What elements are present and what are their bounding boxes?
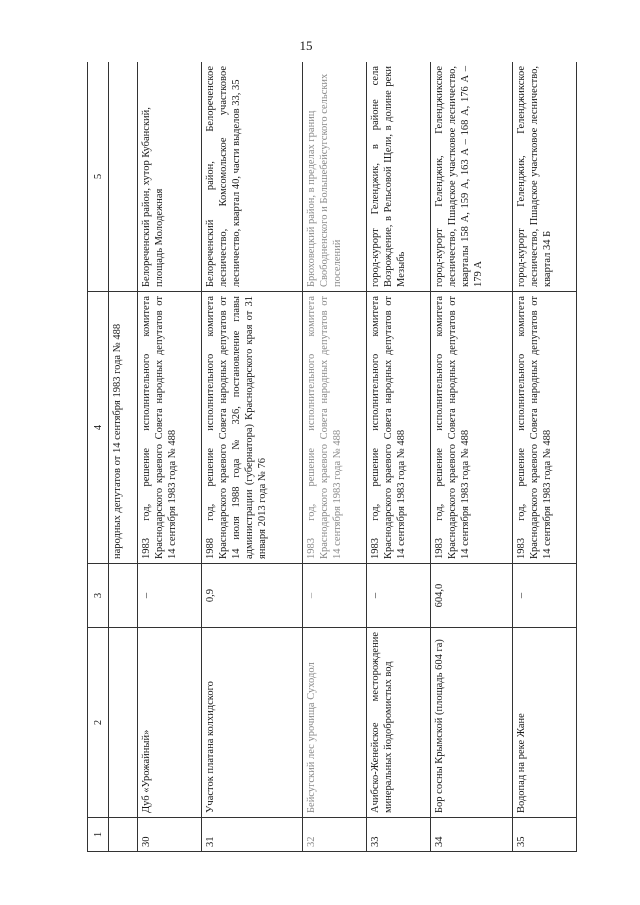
page-number: 15 bbox=[299, 38, 313, 53]
cell-location bbox=[109, 62, 138, 292]
table-rotator bbox=[87, 62, 577, 852]
table-row bbox=[430, 62, 513, 852]
header-cell: 2 bbox=[88, 628, 109, 818]
cell-location: город-курорт Геленджик, Геленджикское лесничество, Пшадское участковое лесничество, кварталы 158 А, 159 А, 163 А – 168 А, 176 А – 179 А bbox=[430, 62, 513, 292]
cell-name: Дуб «Урожайный» bbox=[138, 628, 202, 818]
cell-name: Ачибско-Женейское месторождение минеральных йодобромистых вод bbox=[366, 628, 430, 818]
cell-name: Водопад на реке Жане bbox=[513, 628, 577, 818]
cell-num: 32 bbox=[303, 818, 367, 852]
table-row bbox=[138, 62, 202, 852]
cell-decision: 1988 год, решение исполнительного комитета Краснодарского краевого Совета народных депутатов от 14 июля 1988 года № 326, постановление главы администрации (губернатора) Краснодарского края от 31 января 2013 года № 76 bbox=[201, 292, 302, 564]
header-cell: 4 bbox=[88, 292, 109, 564]
cell-area bbox=[109, 564, 138, 628]
cell-area: 0,9 bbox=[201, 564, 302, 628]
cell-area: – bbox=[138, 564, 202, 628]
cell-num: 35 bbox=[513, 818, 577, 852]
header-cell: 3 bbox=[88, 564, 109, 628]
rotated-table-wrapper bbox=[87, 62, 577, 852]
cell-num: 30 bbox=[138, 818, 202, 852]
cell-num: 34 bbox=[430, 818, 513, 852]
cell-name bbox=[109, 628, 138, 818]
table-row bbox=[201, 62, 302, 852]
cell-decision: 1983 год, решение исполнительного комитета Краснодарского краевого Совета народных депутатов от 14 сентября 1983 года № 488 bbox=[138, 292, 202, 564]
continuation-row bbox=[109, 62, 138, 852]
header-row bbox=[88, 62, 109, 852]
header-cell: 1 bbox=[88, 818, 109, 852]
cell-decision: 1983 год, решение исполнительного комитета Краснодарского краевого Совета народных депутатов от 14 сентября 1983 года № 488 bbox=[303, 292, 367, 564]
cell-area: – bbox=[303, 564, 367, 628]
cell-name: Бейсугский лес урочища Суходол bbox=[303, 628, 367, 818]
table-row bbox=[366, 62, 430, 852]
cell-name: Бор сосны Крымской (площадь 604 га) bbox=[430, 628, 513, 818]
cell-location: город-курорт Геленджик, Геленджикское лесничество, Пшадское участковое лесничество, квартал 34 Б bbox=[513, 62, 577, 292]
cell-decision: народных депутатов от 14 сентября 1983 года № 488 bbox=[109, 292, 138, 564]
cell-area: – bbox=[513, 564, 577, 628]
cell-decision: 1983 год, решение исполнительного комитета Краснодарского краевого Совета народных депутатов от 14 сентября 1983 года № 488 bbox=[430, 292, 513, 564]
cell-area: – bbox=[366, 564, 430, 628]
cell-decision: 1983 год, решение исполнительного комитета Краснодарского краевого Совета народных депутатов от 14 сентября 1983 года № 488 bbox=[513, 292, 577, 564]
table-row bbox=[513, 62, 577, 852]
cell-num: 31 bbox=[201, 818, 302, 852]
cell-location: Белореченский район, хутор Кубанский, площадь Молодежная bbox=[138, 62, 202, 292]
cell-num bbox=[109, 818, 138, 852]
cell-location: Белореченский район, Белореченское лесничество, Комсомольское участковое лесничество, квартал 40, части выделов 33, 35 bbox=[201, 62, 302, 292]
cell-decision: 1983 год, решение исполнительного комитета Краснодарского краевого Совета народных депутатов от 14 сентября 1983 года № 488 bbox=[366, 292, 430, 564]
protected-areas-table bbox=[87, 62, 577, 852]
cell-location: город-курорт Геленджик, в районе села Возрождение, в Рельсовой Щели, в долине реки Мезыбь bbox=[366, 62, 430, 292]
cell-location: Брюховецкий район, в пределах границ Свободненского и Большебейсугского сельских поселений bbox=[303, 62, 367, 292]
cell-name: Участок платана колхидского bbox=[201, 628, 302, 818]
cell-num: 33 bbox=[366, 818, 430, 852]
table-row bbox=[303, 62, 367, 852]
header-cell: 5 bbox=[88, 62, 109, 292]
cell-area: 604,0 bbox=[430, 564, 513, 628]
